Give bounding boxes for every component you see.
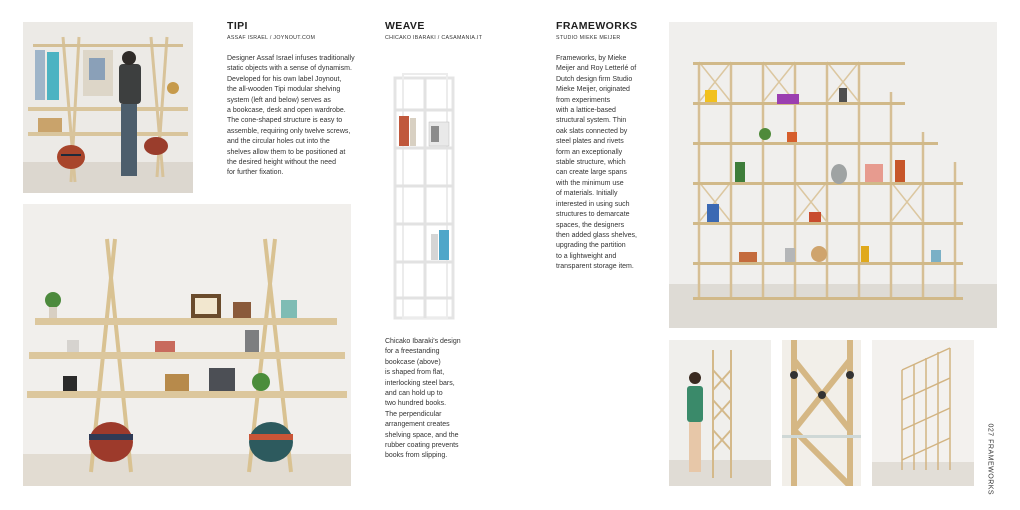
section-label: FRAMEWORKS bbox=[986, 439, 994, 496]
frameworks-body-text bbox=[556, 54, 666, 273]
tipi-credit: ASSAF ISRAEL / JOYNOUT.COM bbox=[227, 35, 316, 41]
tipi-line: assemble, requiring only twelve screws, bbox=[227, 127, 351, 135]
frameworks-line: steel plates and rivets bbox=[556, 138, 624, 146]
frameworks-line: Dutch design firm Studio bbox=[556, 75, 633, 83]
weave-bookcase-photo bbox=[385, 70, 465, 326]
frameworks-line: Meijer and Roy Letterlé of bbox=[556, 65, 637, 73]
frameworks-line: can create large spans bbox=[556, 169, 627, 177]
weave-line: books from slipping. bbox=[385, 452, 448, 460]
weave-title: WEAVE bbox=[385, 20, 425, 32]
tipi-line: The cone-shaped structure is easy to bbox=[227, 117, 343, 125]
frameworks-title: FRAMEWORKS bbox=[556, 20, 638, 32]
weave-body-text bbox=[385, 337, 485, 462]
frameworks-line: Mieke Meijer, originated bbox=[556, 86, 630, 94]
tipi-wardrobe-photo bbox=[23, 22, 193, 193]
frameworks-detail-photo bbox=[782, 340, 861, 486]
frameworks-article bbox=[556, 20, 666, 273]
weave-line: for a freestanding bbox=[385, 348, 440, 356]
frameworks-line: from experiments bbox=[556, 96, 611, 104]
frameworks-line: transparent storage item. bbox=[556, 263, 634, 271]
frameworks-line: Frameworks, by Mieke bbox=[556, 55, 627, 62]
tipi-line: the all-wooden Tipi modular shelving bbox=[227, 86, 341, 94]
frameworks-line: to a lightweight and bbox=[556, 252, 617, 260]
frameworks-line: form an exceptionally bbox=[556, 148, 623, 156]
frameworks-line: oak slats connected by bbox=[556, 127, 628, 135]
tipi-line: Designer Assaf Israel infuses traditionally bbox=[227, 55, 355, 62]
frameworks-line: upgrading the partition bbox=[556, 242, 626, 250]
weave-line: Chicako Ibaraki's design bbox=[385, 338, 461, 345]
weave-line: two hundred books. bbox=[385, 400, 447, 408]
frameworks-line: structures to demarcate bbox=[556, 211, 630, 219]
frameworks-line: interested in using such bbox=[556, 200, 630, 208]
weave-line: and can hold up to bbox=[385, 390, 443, 398]
tipi-line: for further fixation. bbox=[227, 169, 284, 177]
tipi-line: Developed for his own label Joynout, bbox=[227, 75, 342, 83]
weave-line: rubber coating prevents bbox=[385, 442, 459, 450]
tipi-line: static objects with a sense of dynamism. bbox=[227, 65, 352, 73]
weave-line: bookcase (above) bbox=[385, 358, 441, 366]
frameworks-line: with a lattice-based bbox=[556, 107, 616, 115]
tipi-title: TIPI bbox=[227, 20, 248, 32]
page-number: 027 bbox=[986, 423, 994, 437]
tipi-line: and the circular holes cut into the bbox=[227, 138, 330, 146]
weave-header bbox=[385, 20, 535, 41]
frameworks-line: structural system. Thin bbox=[556, 117, 627, 125]
weave-credit: CHICAKO IBARAKI / CASAMANIA.IT bbox=[385, 35, 483, 41]
tipi-body-text bbox=[227, 54, 362, 179]
frameworks-person-photo bbox=[669, 340, 771, 486]
weave-line: The perpendicular bbox=[385, 410, 442, 418]
weave-line: arrangement creates bbox=[385, 421, 450, 429]
page-folio bbox=[987, 424, 994, 494]
frameworks-credit: STUDIO MIEKE MEIJER bbox=[556, 35, 621, 41]
weave-line: shelving space, and the bbox=[385, 431, 459, 439]
frameworks-line: with the minimum use bbox=[556, 179, 624, 187]
tipi-line: system (left and below) serves as bbox=[227, 96, 331, 104]
frameworks-line: then added glass shelves, bbox=[556, 231, 637, 239]
tipi-article bbox=[227, 20, 362, 179]
frameworks-line: spaces, the designers bbox=[556, 221, 625, 229]
weave-line: interlocking steel bars, bbox=[385, 379, 455, 387]
tipi-line: the desired height without the need bbox=[227, 159, 336, 167]
tipi-line: shelves allow them to be positioned at bbox=[227, 148, 346, 156]
frameworks-shelf-photo bbox=[669, 22, 997, 328]
weave-line: is shaped from flat, bbox=[385, 369, 445, 377]
frameworks-line: stable structure, which bbox=[556, 159, 626, 167]
tipi-bookcase-photo bbox=[23, 204, 351, 486]
tipi-line: a bookcase, desk and open wardrobe. bbox=[227, 107, 346, 115]
frameworks-line: of materials. Initially bbox=[556, 190, 618, 198]
frameworks-lattice-photo bbox=[872, 340, 974, 486]
